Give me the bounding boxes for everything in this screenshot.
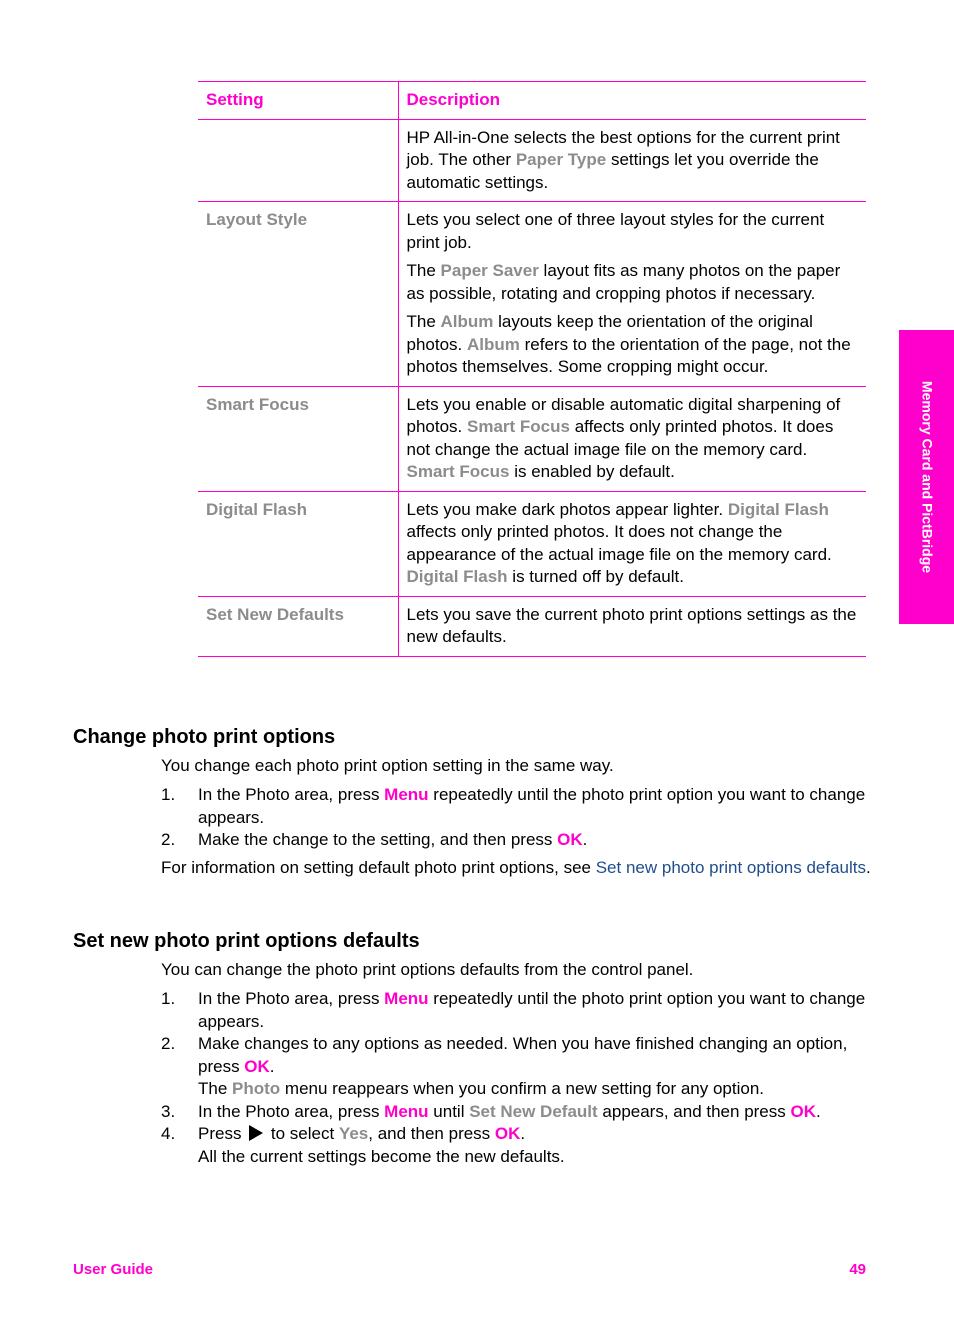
page-number: 49 (849, 1261, 866, 1278)
set-new-default-ref: Set New Default (469, 1101, 598, 1121)
option-name: Paper Type (515, 150, 607, 169)
list-item: 1. In the Photo area, press Menu repeatedly until the photo print option you want to change appears. (161, 989, 866, 1031)
list-item: 1. In the Photo area, press Menu repeatedly until the photo print option you want to change appears. (161, 785, 866, 827)
description-paragraph: The Paper Saver layout fits as many photos on the paper as possible, rotating and cropping photos if necessary. (406, 261, 841, 303)
option-name: Album (467, 334, 520, 354)
table-header-row (198, 82, 866, 120)
description-paragraph: The Album layouts keep the orientation of the original photos. Album refers to the orientation of the page, not the photos themselves. Some cropping might occur. (406, 312, 851, 376)
section1-info: For information on setting default photo print options, see Set new photo print options defaults. (161, 858, 871, 877)
list-item: 2. Make the change to the setting, and then press OK. (161, 830, 588, 849)
header-description: Description (398, 82, 866, 120)
header-setting: Setting (198, 82, 398, 120)
menu-button-ref: Menu (384, 785, 429, 804)
section2-steps (161, 988, 871, 1168)
photo-menu-ref: Photo (232, 1079, 281, 1098)
description-paragraph: Lets you enable or disable automatic digital sharpening of photos. Smart Focus affects only printed photos. It does not change the actual image file on the memory card. Smart Focus is enabled by default. (406, 394, 841, 481)
section-title-change-options: Change photo print options (73, 726, 336, 748)
ok-button-ref: OK (244, 1056, 270, 1076)
table-row (198, 491, 866, 596)
table-row (198, 386, 866, 491)
list-item: 3. In the Photo area, press Menu until Set New Default appears, and then press OK. (161, 1101, 821, 1121)
section-title-set-defaults: Set new photo print options defaults (73, 930, 420, 952)
list-item: 4. Press to select Yes, and then press OK. All the current settings become the new defaults. (161, 1124, 565, 1166)
ok-button-ref: OK (557, 830, 583, 849)
chapter-side-tab-label: Memory Card and PictBridge (918, 380, 935, 574)
setting-cell: Smart Focus (198, 386, 398, 491)
list-item: 2. Make changes to any options as needed. When you have finished changing an option, press OK. The Photo menu reappears when you confirm a new setting for any option. (161, 1034, 848, 1098)
setting-cell: Set New Defaults (198, 596, 398, 656)
option-name: Paper Saver (440, 261, 539, 280)
description-cell (398, 386, 866, 491)
description-cell (398, 119, 866, 202)
section2-intro: You can change the photo print options defaults from the control panel. (161, 960, 694, 979)
ok-button-ref: OK (494, 1124, 521, 1143)
menu-button-ref: Menu (384, 1101, 429, 1121)
chapter-side-tab (899, 330, 954, 624)
option-name: Album (440, 312, 494, 331)
yes-option-ref: Yes (338, 1124, 369, 1143)
footer-guide-title: User Guide (73, 1261, 154, 1278)
ok-button-ref: OK (790, 1101, 816, 1121)
description-paragraph: Lets you select one of three layout styles for the current print job. (406, 210, 825, 252)
setting-cell: Layout Style (198, 202, 398, 387)
defaults-link[interactable]: Set new photo print options defaults (595, 858, 867, 877)
description-cell (398, 202, 866, 387)
option-name: Smart Focus (467, 417, 570, 436)
table-row (198, 119, 866, 202)
settings-table (198, 81, 866, 657)
description-paragraph: Lets you save the current photo print options settings as the new defaults. (406, 604, 857, 646)
menu-button-ref: Menu (384, 989, 429, 1008)
table-row (198, 202, 866, 387)
option-name: Digital Flash (727, 499, 829, 519)
description-cell (398, 596, 866, 656)
description-cell (398, 491, 866, 596)
setting-cell (198, 119, 398, 202)
section1-intro: You change each photo print option setting in the same way. (161, 756, 614, 775)
table-row (198, 596, 866, 656)
setting-cell: Digital Flash (198, 491, 398, 596)
right-arrow-icon (249, 1125, 263, 1141)
option-name: Digital Flash (406, 567, 508, 586)
option-name: Smart Focus (406, 462, 510, 481)
section1-steps (161, 784, 871, 852)
description-paragraph: Lets you make dark photos appear lighter. Digital Flash affects only printed photos. It does not change the appearance of the actual image file on the memory card. Digital Flash is turned off by default. (406, 499, 832, 586)
description-paragraph: HP All-in-One selects the best options for the current print job. The other Paper Type settings let you override the automatic settings. (406, 127, 840, 192)
